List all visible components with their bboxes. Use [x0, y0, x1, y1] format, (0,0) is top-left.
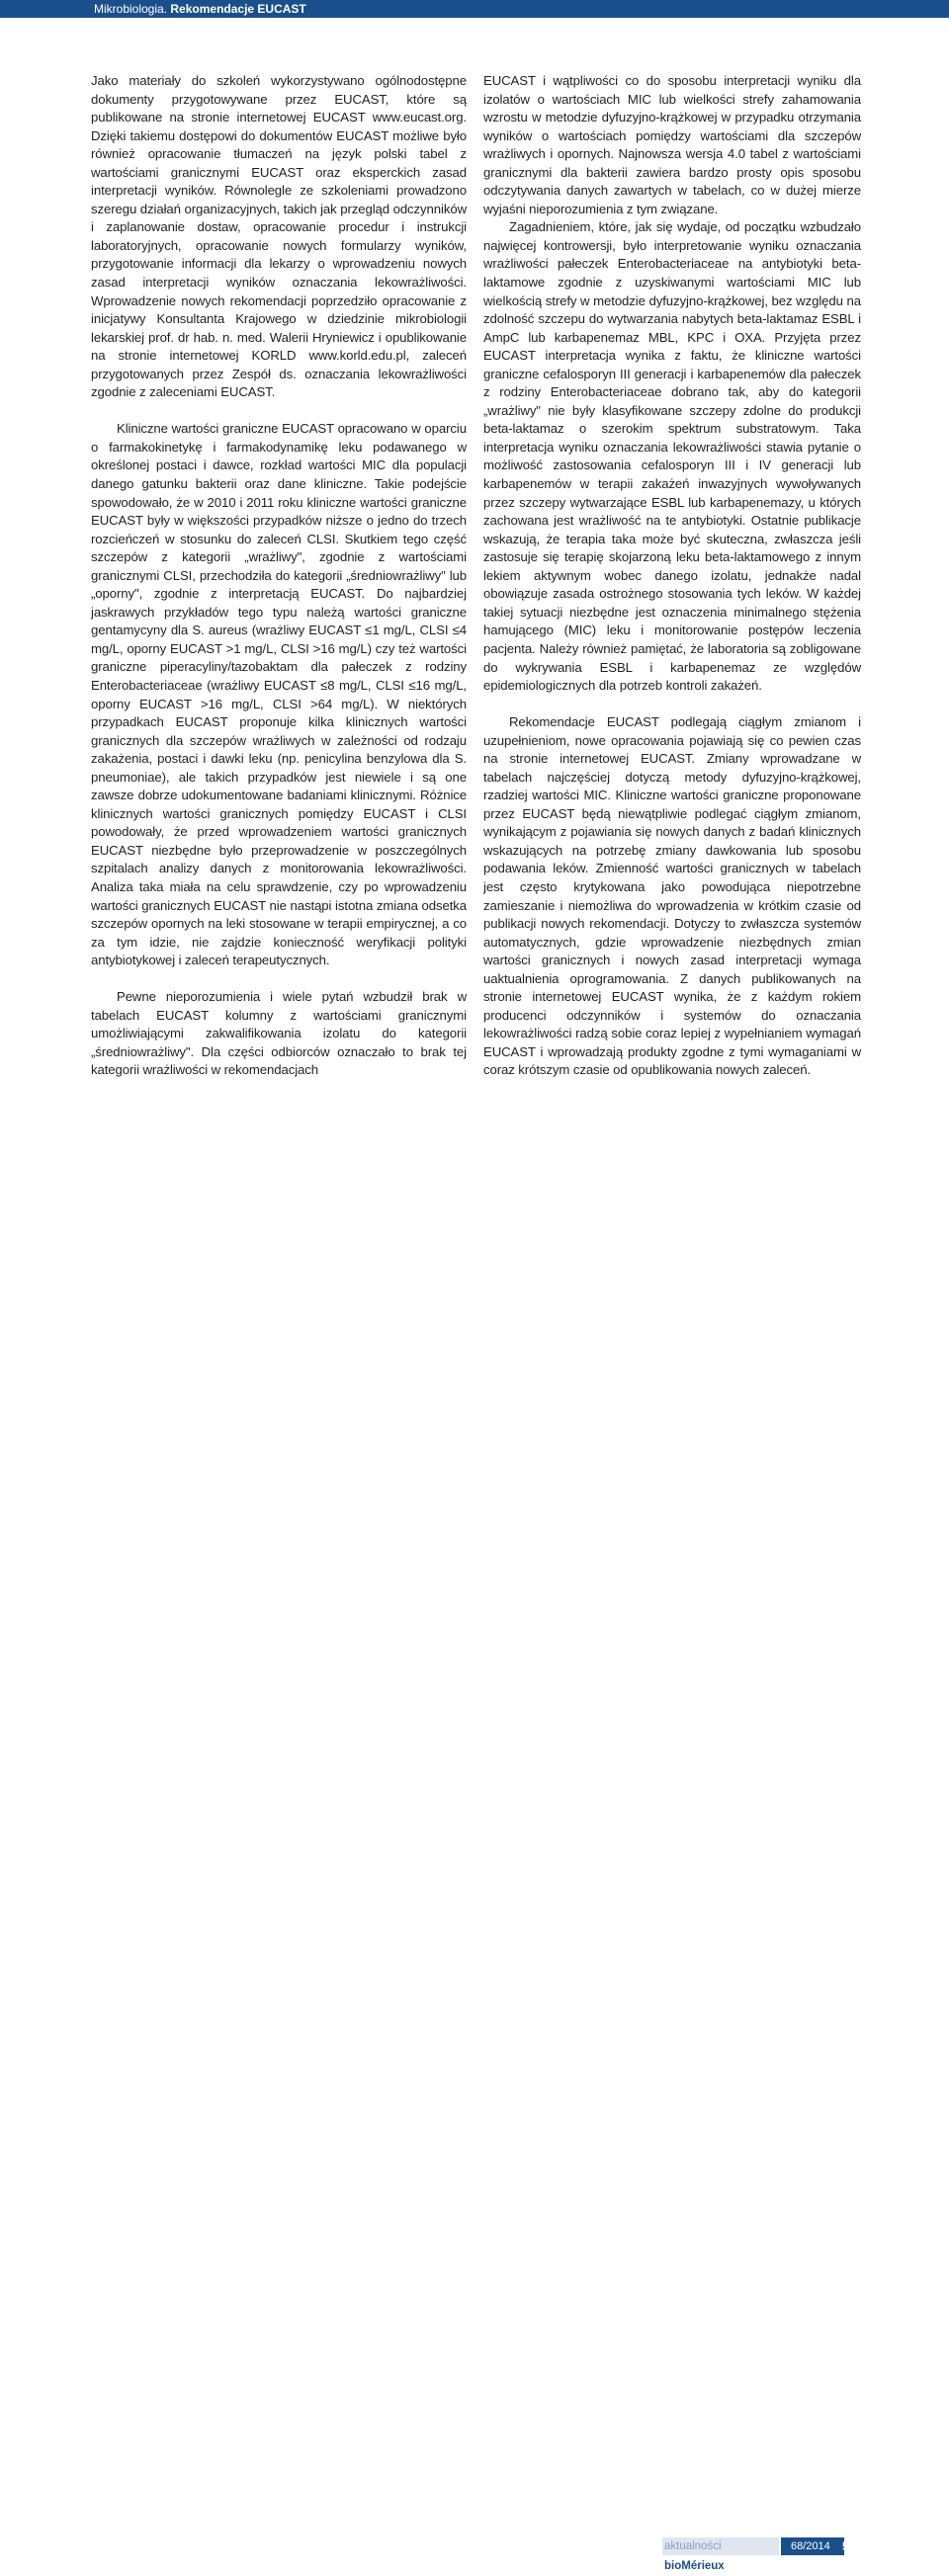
paragraph: Jako materiały do szkoleń wykorzystywano ogólnodostępne dokumenty przygotowywane przez EUCAST, które są publikowane na stronie internetowej EUCAST www.eucast.org. Dzięki takiemu dostępowi do dokumentów EUCAST możliwe było również opracowanie tłumaczeń na język polski tabel z wartościami granicznymi EUCAST oraz eksperckich zasad interpretacji wyników. Równolegle ze szkoleniami prowadzono szeregu działań organizacyjnych, takich jak przegląd odczynników i zaplanowanie dostaw, opracowanie procedur i instrukcji laboratoryjnych, opracowanie nowych formularzy wyników, przygotowanie informacji dla lekarzy o wprowadzeniu nowych zasad interpretacji wyników oznaczania lekowrażliwości. Wprowadzenie nowych rekomendacji poprzedziło opracowanie z inicjatywy Konsultanta Krajowego w dziedzinie mikrobiologii lekarskiej prof. dr hab. n. med. Walerii Hryniewicz i opublikowanie na stronie internetowej KORLD www.korld.edu.pl, zaleceń przygotowanych przez Zespół ds. oznaczania lekowrażliwości zgodnie z zaleceniami EUCAST.: [91, 73, 467, 400]
paragraph: EUCAST i wątpliwości co do sposobu interpretacji wyniku dla izolatów o wartościach MIC lub wielkości strefy zahamowania wzrostu w metodzie dyfuzyjno-krążkowej w przypadku otrzymania wyników o wartościach pomiędzy wartościami dla szczepów wrażliwych i opornych. Najnowsza wersja 4.0 tabel z wartościami granicznymi dla bakterii zawiera bardzo prosty opis sposobu odczytywania danych zawartych w tabelach, co w dużej mierze wyjaśni nieporozumienia z tym związane.: [483, 73, 861, 216]
header-article-title: Rekomendacje EUCAST: [170, 2, 306, 16]
paragraph: Pewne nieporozumienia i wiele pytań wzbudził brak w tabelach EUCAST kolumny z wartościami granicznymi umożliwiającymi zakwalifikowania izolatu do kategorii „średniowrażliwy". Dla części odbiorców oznaczało to brak tej kategorii wrażliwości w rekomendacjach: [91, 989, 467, 1078]
paragraph: Kliniczne wartości graniczne EUCAST opracowano w oparciu o farmakokinetykę i farmakodynamikę leku podawanego w określonej postaci i dawce, rozkład wartości MIC dla populacji danego gatunku bakterii oraz dane kliniczne. Takie podejście spowodowało, że w 2010 i 2011 roku kliniczne wartości graniczne EUCAST były w większości przypadków niższe o jedno do trzech rozcieńczeń w stosunku do zaleceń CLSI. Skutkiem tego część szczepów z kategorii „wrażliwy", zgodnie z wartościami granicznymi CLSI, przechodziła do kategorii „średniowrażliwy" lub „oporny", zgodnie z interpretacją EUCAST. Do najbardziej jaskrawych przykładów tego typu należą wartości graniczne gentamycyny dla S. aureus (wrażliwy EUCAST ≤1 mg/L, CLSI ≤4 mg/L, oporny EUCAST >1 mg/L, CLSI >16 mg/L) czy też wartości graniczne piperacyliny/tazobaktam dla pałeczek z rodziny Enterobacteriaceae (wrażliwy EUCAST ≤8 mg/L, CLSI ≤16 mg/L, oporny EUCAST >16 mg/L, CLSI >64 mg/L). W niektórych przypadkach EUCAST proponuje kilka klinicznych wartości granicznych dla szczepów wrażliwych w zależności od rodzaju zakażenia, postaci i dawki leku (np. penicylina benzylowa dla S. pneumoniae), ale takich przypadków jest niewiele i są one zawsze dobrze udokumentowane badaniami klinicznymi. Różnice klinicznych wartości granicznych pomiędzy EUCAST i CLSI powodowały, że przed wprowadzeniem wartości granicznych EUCAST niezbędne było przeprowadzenie w poszczególnych szpitalach analizy danych z monitorowania lekowrażliwości. Analiza taka miała na celu sprawdzenie, czy po wprowadzeniu wartości granicznych EUCAST nie nastąpi istotna zmiana odsetka szczepów opornych na leki stosowane w terapii empirycznej, a co za tym idzie, nie zajdzie konieczność weryfikacji polityki antybiotykowej i zaleceń terapeutycznych.: [91, 421, 467, 968]
footer-issue: 68/2014: [791, 2540, 830, 2552]
paragraph: Zagadnieniem, które, jak się wydaje, od początku wzbudzało najwięcej kontrowersji, było interpretowanie wyniku oznaczania wrażliwości pałeczek Enterobacteriaceae na antybiotyki beta-laktamowe zgodnie z uzyskiwanymi wartościami MIC lub wielkością strefy w metodzie dyfuzyjno-krążkowej, bez względu na zdolność szczepu do wytwarzania nabytych beta-laktamaz ESBL i AmpC lub karbapenemaz MBL, KPC i OXA. Przyjęta przez EUCAST interpretacja wynika z faktu, że kliniczne wartości graniczne cefalosporyn III generacji i karbapenemów dla pałeczek z rodziny Enterobacteriaceae dobrano tak, aby do kategorii „wrażliwy" nie były klasyfikowane szczepy zdolne do produkcji beta-laktamaz o szerokim spektrum substratowym. Taka interpretacja wyniku oznaczania lekowrażliwości stawia pytanie o możliwość zastosowania cefalosporyn III i IV generacji lub karbapenemów w terapii zakażeń inwazyjnych wywoływanych przez szczepy wytwarzające ESBL lub karbapenemazy, u których zachowana jest wrażliwość na te antybiotyki. Ostatnie publikacje wskazują, że terapia taka może być skuteczna, zwłaszcza jeśli zastosuje się terapię skojarzoną leku beta-laktamowego z innym lekiem aktywnym wobec danego izolatu, jednakże nadal obowiązuje zasada ostrożnego stosowania tych leków. W każdej takiej sytuacji niezbędne jest oznaczenia minimalnego stężenia hamującego (MIC) leku i monitorowanie postępów leczenia pacjenta. Należy również pamiętać, że laboratoria są zobligowane do wykrywania ESBL i karbapenemaz ze względów epidemiologicznych dla potrzeb kontroli zakażeń.: [483, 219, 861, 694]
paragraph: Rekomendacje EUCAST podlegają ciągłym zmianom i uzupełnieniom, nowe opracowania pojawiają się co pewien czas na stronie internetowej EUCAST. Zmiany wprowadzane w tabelach najczęściej dotyczą metody dyfuzyjno-krążkowej, rzadziej wartości MIC. Kliniczne wartości graniczne proponowane przez EUCAST będą niewątpliwie podlegać ciągłym zmianom, wynikającym z pojawiania się nowych danych z badań klinicznych wskazujących na potrzebę zmiany dawkowania lub sposobu podawania leków. Zmienność wartości granicznych w tabelach jest często krytykowana jako powodująca niepotrzebne zamieszanie i niemożliwa do wprowadzenia w krótkim czasie od publikacji nowych rekomendacji. Dotyczy to zwłaszcza systemów automatycznych, gdzie wprowadzenie niezbędnych zmian wartości granicznych i nowych zasad interpretacji wymaga uaktualnienia oprogramowania. Z danych publikowanych na stronie internetowej EUCAST wynika, że z każdym rokiem producenci odczynników i systemów do oznaczania lekowrażliwości radzą sobie coraz lepiej z wypełnianiem wymagań EUCAST i wprowadzają produkty zgodne z tymi wymaganiami w coraz krótszym czasie od opublikowania nowych zaleceń.: [483, 714, 861, 1078]
footer-brand-line: [664, 2536, 725, 2576]
header-title: [94, 0, 306, 18]
footer-series: aktualności: [664, 2540, 722, 2552]
footer-brand-logo: bioMérieux: [664, 2560, 725, 2572]
page-number: 5: [842, 2539, 849, 2553]
header-section: Mikrobiologia.: [94, 2, 168, 16]
header-bar: [0, 0, 949, 18]
left-column: [91, 72, 467, 1080]
right-column: [483, 72, 861, 1080]
